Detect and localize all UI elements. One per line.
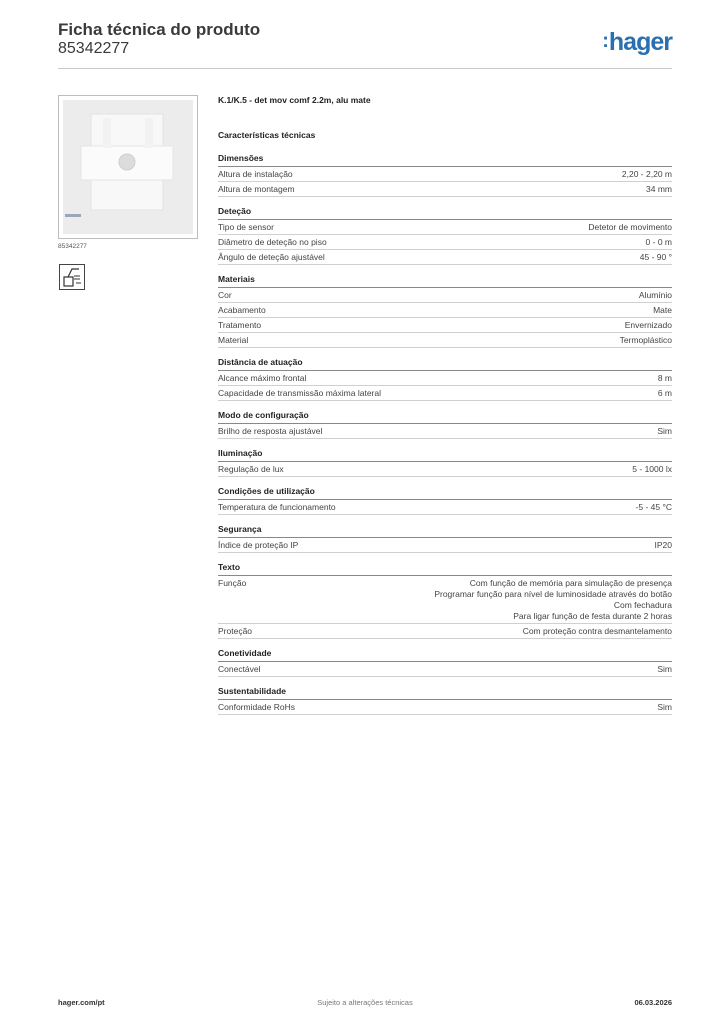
spec-value — [658, 388, 672, 399]
spec-row — [218, 538, 672, 553]
spec-row — [218, 662, 672, 677]
spec-label: Material — [218, 335, 249, 345]
spec-section — [218, 486, 672, 515]
spec-value-line: 34 mm — [646, 184, 672, 194]
spec-label: Altura de instalação — [218, 169, 293, 179]
section-title: Segurança — [218, 524, 672, 538]
spec-row — [218, 424, 672, 439]
spec-value — [646, 237, 672, 248]
spec-row — [218, 500, 672, 515]
spec-row — [218, 167, 672, 182]
spec-row — [218, 371, 672, 386]
spec-row — [218, 333, 672, 348]
spec-section — [218, 448, 672, 477]
spec-value — [655, 540, 673, 551]
spec-value — [639, 290, 672, 301]
spec-value-line: Com função de memória para simulação de presença — [469, 578, 672, 588]
spec-value-line: 45 - 90 ° — [639, 252, 672, 262]
spec-row — [218, 386, 672, 401]
spec-label: Tipo de sensor — [218, 222, 274, 232]
section-title: Deteção — [218, 206, 672, 220]
spec-section — [218, 153, 672, 197]
spec-sections — [218, 153, 672, 715]
spec-value — [523, 626, 672, 637]
spec-value-line: Sim — [657, 426, 672, 436]
product-description: K.1/K.5 - det mov comf 2.2m, alu mate — [218, 95, 371, 105]
image-product-code: 85342277 — [58, 243, 87, 250]
spec-value — [625, 320, 672, 331]
page-header — [58, 20, 672, 58]
spec-value-line: Programar função para nível de luminosidade através do botão — [434, 589, 672, 599]
document-title: Ficha técnica do produto — [58, 20, 261, 39]
spec-value — [657, 702, 672, 713]
spec-value — [636, 502, 672, 513]
spec-value-line: Termoplástico — [619, 335, 672, 345]
spec-label: Ângulo de deteção ajustável — [218, 252, 325, 262]
ip-protection-symbol-icon — [59, 264, 85, 290]
spec-value — [434, 578, 672, 622]
spec-row — [218, 235, 672, 250]
spec-section — [218, 524, 672, 553]
spec-value — [640, 252, 672, 263]
spec-section — [218, 206, 672, 265]
spec-label: Proteção — [218, 626, 253, 636]
spec-value-line: Com fechadura — [613, 600, 672, 610]
product-photo — [63, 100, 193, 234]
spec-value — [657, 426, 672, 437]
spec-label: Função — [218, 578, 247, 588]
section-title: Conetividade — [218, 648, 672, 662]
header-divider — [58, 68, 672, 69]
spec-label: Conformidade RoHs — [218, 702, 296, 712]
spec-row — [218, 462, 672, 477]
spec-label: Regulação de lux — [218, 464, 284, 474]
spec-label: Acabamento — [218, 305, 266, 315]
spec-label: Temperatura de funcionamento — [218, 502, 336, 512]
spec-row — [218, 182, 672, 197]
spec-value-line: 6 m — [657, 388, 672, 398]
spec-value-line: Envernizado — [624, 320, 672, 330]
footer-notice: Sujeito a alterações técnicas — [317, 998, 413, 1007]
spec-value-line: IP20 — [654, 540, 672, 550]
spec-value — [657, 664, 672, 675]
spec-value-line: Detetor de movimento — [588, 222, 672, 232]
spec-value-line: 0 - 0 m — [645, 237, 672, 247]
section-title: Modo de configuração — [218, 410, 672, 424]
footer-website: hager.com/pt — [58, 998, 105, 1007]
spec-label: Índice de proteção IP — [218, 540, 299, 550]
spec-value-line: 2,20 - 2,20 m — [621, 169, 672, 179]
spec-value — [622, 169, 672, 180]
spec-label: Altura de montagem — [218, 184, 295, 194]
spec-section — [218, 562, 672, 639]
section-title: Distância de atuação — [218, 357, 672, 371]
spec-row — [218, 220, 672, 235]
spec-section — [218, 686, 672, 715]
spec-row — [218, 624, 672, 639]
spec-row — [218, 250, 672, 265]
section-title: Sustentabilidade — [218, 686, 672, 700]
spec-label: Diâmetro de deteção no piso — [218, 237, 327, 247]
spec-value-line: Alumínio — [638, 290, 672, 300]
spec-section — [218, 357, 672, 401]
spec-value-line: 5 - 1000 lx — [632, 464, 672, 474]
spec-value — [632, 464, 672, 475]
spec-section — [218, 274, 672, 348]
spec-value-line: Com proteção contra desmantelamento — [522, 626, 672, 636]
spec-section — [218, 410, 672, 439]
spec-value — [646, 184, 672, 195]
spec-value — [588, 222, 672, 233]
spec-value-line: Sim — [657, 702, 672, 712]
spec-label: Alcance máximo frontal — [218, 373, 307, 383]
spec-section — [218, 648, 672, 677]
characteristics-heading: Características técnicas — [218, 130, 316, 140]
logo-text: hager — [608, 28, 672, 56]
section-title: Iluminação — [218, 448, 672, 462]
spec-value-line: Sim — [657, 664, 672, 674]
technical-specs — [218, 95, 672, 715]
spec-row — [218, 576, 672, 624]
product-image — [58, 95, 198, 239]
spec-label: Capacidade de transmissão máxima lateral — [218, 388, 381, 398]
spec-value — [658, 373, 672, 384]
spec-value-line: Para ligar função de festa durante 2 horas — [513, 611, 672, 621]
spec-label: Tratamento — [218, 320, 262, 330]
spec-value-line: -5 - 45 °C — [635, 502, 672, 512]
spec-label: Conectável — [218, 664, 261, 674]
hager-logo: :hager — [602, 28, 672, 56]
product-code: 85342277 — [58, 40, 130, 57]
spec-value — [620, 335, 672, 346]
spec-row — [218, 700, 672, 715]
section-title: Dimensões — [218, 153, 672, 167]
spec-label: Brilho de resposta ajustável — [218, 426, 323, 436]
spec-row — [218, 288, 672, 303]
section-title: Materiais — [218, 274, 672, 288]
spec-row — [218, 318, 672, 333]
spec-value-line: 8 m — [657, 373, 672, 383]
spec-row — [218, 303, 672, 318]
spec-value — [653, 305, 672, 316]
footer-date: 06.03.2026 — [634, 998, 672, 1007]
section-title: Condições de utilização — [218, 486, 672, 500]
spec-label: Cor — [218, 290, 232, 300]
spec-value-line: Mate — [653, 305, 672, 315]
section-title: Texto — [218, 562, 672, 576]
